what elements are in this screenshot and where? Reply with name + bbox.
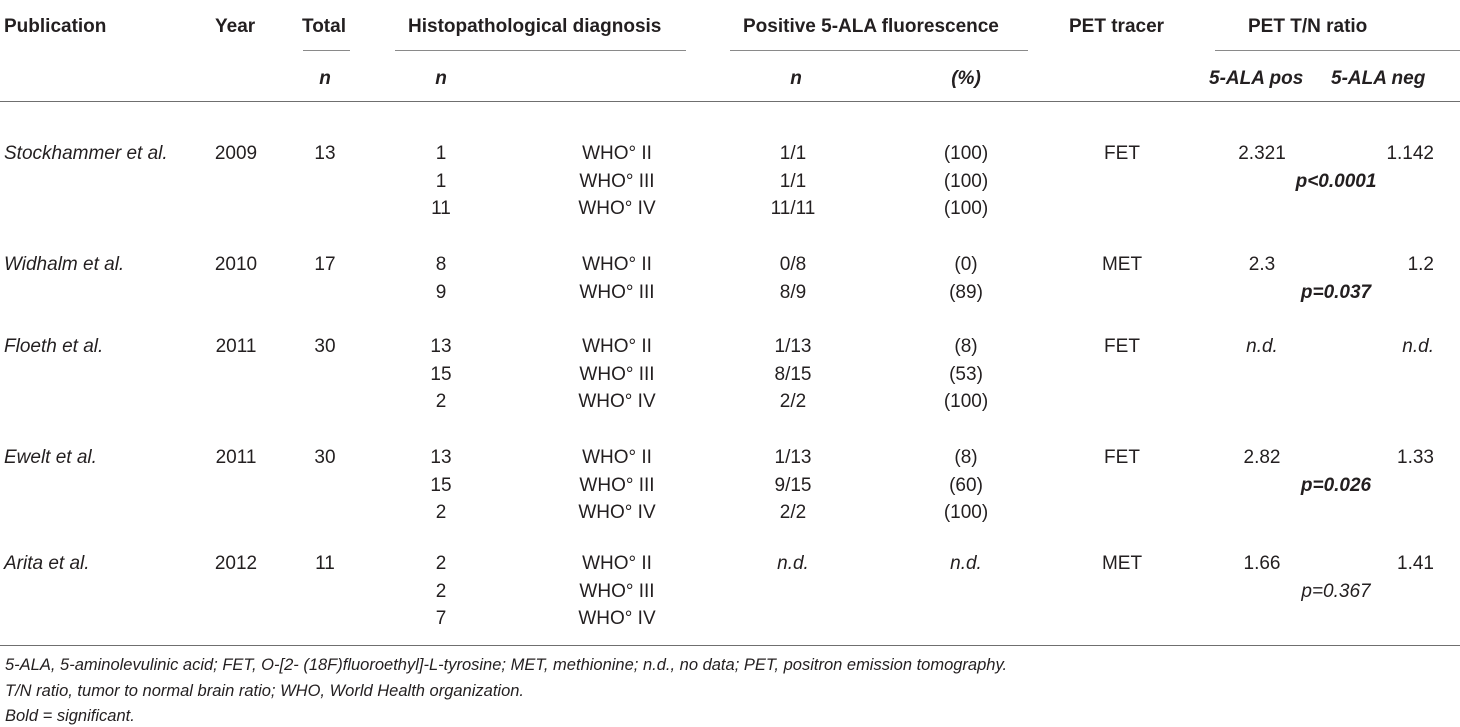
header-histopathological-diagnosis: Histopathological diagnosis <box>408 16 662 37</box>
ratio-5ala-pos: n.d. <box>1246 336 1278 357</box>
publication-name: Floeth et al. <box>4 336 104 357</box>
positive-fluorescence-n: 9/15 <box>774 474 812 496</box>
who-grade: WHO° IV <box>578 198 656 219</box>
p-value: p=0.026 <box>1300 474 1372 496</box>
positive-fluorescence-pct: (100) <box>943 170 989 192</box>
who-grade: WHO° III <box>579 474 655 496</box>
total-n: 30 <box>314 447 336 468</box>
positive-fluorescence-pct: (89) <box>949 281 983 303</box>
diagnosis-n: 15 <box>430 363 452 385</box>
positive-fluorescence-n: 2/2 <box>779 391 807 412</box>
positive-fluorescence-n: n.d. <box>777 553 809 574</box>
p-value: p<0.0001 <box>1295 170 1377 192</box>
pet-tracer: FET <box>1104 143 1140 164</box>
header-rule <box>0 101 1460 102</box>
positive-fluorescence-pct: (100) <box>943 143 989 164</box>
subheader-5ala-pos: 5-ALA pos <box>1209 68 1304 89</box>
pet-tracer: FET <box>1104 336 1140 357</box>
positive-fluorescence-pct: n.d. <box>950 553 982 574</box>
ratio-5ala-neg: 1.33 <box>1397 447 1434 468</box>
p-value: p=0.037 <box>1300 281 1372 303</box>
total-n: 11 <box>315 553 335 574</box>
ratio-underline <box>1215 50 1460 51</box>
header-positive-5ala-fluorescence: Positive 5-ALA fluorescence <box>743 16 999 37</box>
positive-fluorescence-pct: (8) <box>954 447 978 468</box>
diagnosis-n: 2 <box>435 580 447 602</box>
positive-fluorescence-n: 8/9 <box>779 281 807 303</box>
publication-name: Arita et al. <box>4 553 90 574</box>
subheader-5ala-neg: 5-ALA neg <box>1331 68 1426 89</box>
who-grade: WHO° II <box>582 254 652 275</box>
publication-year: 2011 <box>215 447 257 468</box>
diagnosis-n: 11 <box>431 198 451 219</box>
publication-year: 2009 <box>214 143 258 164</box>
header-year: Year <box>215 16 256 37</box>
positive-fluorescence-pct: (60) <box>949 474 983 496</box>
ratio-5ala-pos: 1.66 <box>1243 553 1281 574</box>
positive-fluorescence-n: 0/8 <box>779 254 807 275</box>
publication-name: Ewelt et al. <box>4 447 97 468</box>
header-total: Total <box>302 16 346 37</box>
footnote-tn-ratio: T/N ratio, tumor to normal brain ratio; WHO, World Health organization. <box>5 682 525 700</box>
subheader-ala-pct: (%) <box>951 68 981 89</box>
diagnosis-n: 9 <box>435 281 447 303</box>
ratio-5ala-neg: n.d. <box>1402 336 1434 357</box>
publication-year: 2011 <box>215 336 257 357</box>
diagnosis-n: 13 <box>430 336 452 357</box>
total-n: 30 <box>314 336 336 357</box>
diagnosis-n: 1 <box>435 143 447 164</box>
diagnosis-n: 7 <box>435 608 447 629</box>
ala-underline <box>730 50 1028 51</box>
footnote-bold: Bold = significant. <box>5 707 135 725</box>
header-publication: Publication <box>4 16 107 37</box>
publication-year: 2010 <box>214 254 258 275</box>
pet-tracer: MET <box>1101 553 1143 574</box>
positive-fluorescence-n: 1/13 <box>774 336 812 357</box>
header-pet-tracer: PET tracer <box>1069 16 1165 37</box>
diagnosis-n: 2 <box>435 502 447 523</box>
who-grade: WHO° II <box>582 447 652 468</box>
publication-name: Widhalm et al. <box>4 254 125 275</box>
ratio-5ala-neg: 1.41 <box>1397 553 1434 574</box>
ratio-5ala-pos: 2.3 <box>1248 254 1276 275</box>
who-grade: WHO° II <box>582 553 652 574</box>
header-pet-tn-ratio: PET T/N ratio <box>1248 16 1368 37</box>
publication-name: Stockhammer et al. <box>4 143 168 164</box>
diagnosis-n: 2 <box>435 553 447 574</box>
ratio-5ala-neg: 1.2 <box>1407 254 1434 275</box>
subheader-ala-n: n <box>790 68 802 89</box>
diagnosis-n: 2 <box>435 391 447 412</box>
who-grade: WHO° II <box>582 336 652 357</box>
positive-fluorescence-n: 1/13 <box>774 447 812 468</box>
who-grade: WHO° IV <box>578 391 656 412</box>
pet-tracer: MET <box>1101 254 1143 275</box>
positive-fluorescence-n: 2/2 <box>779 502 807 523</box>
footnote-abbreviations: 5-ALA, 5-aminolevulinic acid; FET, O-[2- (18F)fluoroethyl]-L-tyrosine; MET, methionine; n.d., no data; PET, positron emission tomography. <box>5 656 1008 674</box>
pet-tracer: FET <box>1104 447 1140 468</box>
p-value: p=0.367 <box>1301 580 1371 602</box>
ratio-5ala-pos: 2.321 <box>1238 143 1286 164</box>
positive-fluorescence-pct: (100) <box>943 391 989 412</box>
who-grade: WHO° III <box>579 580 655 602</box>
ratio-5ala-pos: 2.82 <box>1243 447 1281 468</box>
positive-fluorescence-pct: (53) <box>949 363 983 385</box>
positive-fluorescence-pct: (100) <box>943 198 989 219</box>
total-underline <box>303 50 350 51</box>
ratio-5ala-neg: 1.142 <box>1386 143 1434 164</box>
positive-fluorescence-n: 8/15 <box>774 363 812 385</box>
diagnosis-n: 15 <box>430 474 452 496</box>
positive-fluorescence-pct: (100) <box>943 502 989 523</box>
who-grade: WHO° III <box>579 281 655 303</box>
diagnosis-n: 13 <box>430 447 452 468</box>
subheader-histo-n: n <box>435 68 447 89</box>
positive-fluorescence-n: 1/1 <box>779 170 807 192</box>
positive-fluorescence-pct: (8) <box>954 336 978 357</box>
histo-underline <box>395 50 686 51</box>
positive-fluorescence-n: 1/1 <box>779 143 807 164</box>
total-n: 13 <box>314 143 336 164</box>
diagnosis-n: 1 <box>435 170 447 192</box>
diagnosis-n: 8 <box>435 254 447 275</box>
who-grade: WHO° IV <box>578 608 656 629</box>
publication-year: 2012 <box>214 553 258 574</box>
positive-fluorescence-pct: (0) <box>954 254 978 275</box>
who-grade: WHO° II <box>582 143 652 164</box>
who-grade: WHO° IV <box>578 502 656 523</box>
positive-fluorescence-n: 11/11 <box>770 198 816 219</box>
total-n: 17 <box>314 254 336 275</box>
who-grade: WHO° III <box>579 363 655 385</box>
who-grade: WHO° III <box>579 170 655 192</box>
subheader-total-n: n <box>319 68 331 89</box>
bottom-rule <box>0 645 1460 646</box>
